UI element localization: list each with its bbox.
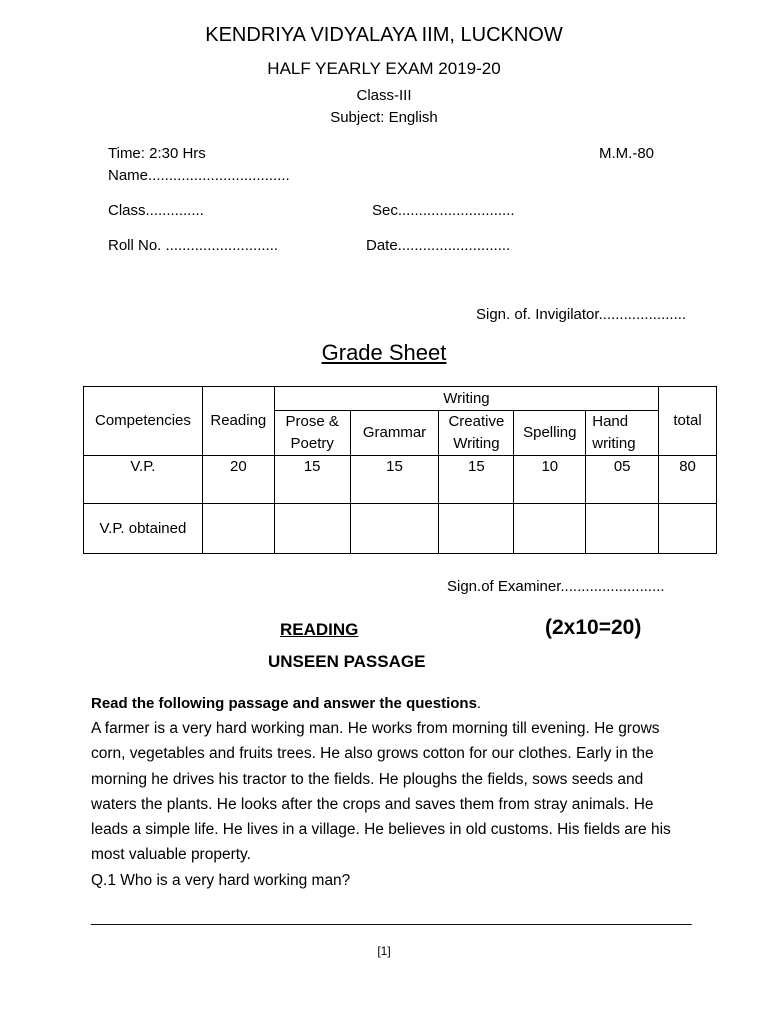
header-reading: Reading [202,387,274,456]
vp-prose-poetry: 15 [274,456,350,504]
header-creative-writing: Creative Writing [439,411,514,456]
header-spelling: Spelling [514,411,586,456]
date-field[interactable]: Date........................... [366,237,511,254]
vp-spelling: 10 [514,456,586,504]
header-grammar: Grammar [350,411,439,456]
instruction-text: Read the following passage and answer the questions [91,695,477,712]
reading-section-title: READING [280,620,359,639]
vp-hand-writing: 05 [586,456,659,504]
header-total: total [659,387,717,456]
page-number: [1] [377,944,391,958]
class-field[interactable]: Class.............. [108,202,204,219]
unseen-passage-title: UNSEEN PASSAGE [268,652,426,671]
instruction-period: . [476,695,482,712]
exam-title: HALF YEARLY EXAM 2019-20 [267,59,501,78]
passage-line: A farmer is a very hard working man. He works from morning till evening. He grows [91,720,660,737]
school-name: KENDRIYA VIDYALAYA IIM, LUCKNOW [205,24,563,46]
obtained-prose-poetry[interactable] [274,504,350,554]
vp-label: V.P. [84,456,203,504]
vp-reading: 20 [202,456,274,504]
vp-grammar: 15 [350,456,439,504]
question-1: Q.1 Who is a very hard working man? [91,871,351,889]
obtained-hand-writing[interactable] [586,504,659,554]
roll-number-field[interactable]: Roll No. ........................... [108,237,279,254]
obtained-reading[interactable] [202,504,274,554]
answer-line[interactable]: ________________________________________________________________________ [91,909,692,926]
passage-text [91,716,701,893]
passage-line: morning he drives his tractor to the fields. He ploughs the fields, sows seeds and [91,770,644,788]
header-writing: Writing [274,387,658,411]
grade-sheet-table [83,386,717,554]
passage-instruction [91,695,481,712]
header-hand-writing: Hand writing [586,411,659,456]
vp-row [84,456,717,504]
name-field[interactable]: Name.................................. [108,167,290,184]
time-label: Time: 2:30 Hrs [108,145,206,162]
header-competencies: Competencies [84,387,203,456]
vp-total: 80 [659,456,717,504]
obtained-label: V.P. obtained [84,504,203,554]
examiner-signature[interactable]: Sign.of Examiner......................... [447,578,665,595]
passage-line: most valuable property. [91,846,251,864]
reading-marks: (2x10=20) [545,616,642,639]
max-marks-label: M.M.-80 [599,145,655,162]
header-prose-poetry: Prose & Poetry [274,411,350,456]
passage-line: waters the plants. He looks after the crops and saves them from stray animals. He [91,795,654,813]
obtained-grammar[interactable] [350,504,439,554]
grade-sheet-title: Grade Sheet [321,340,447,365]
obtained-total[interactable] [659,504,717,554]
passage-line: leads a simple life. He lives in a village. He believes in old customs. His fields are his [91,821,671,839]
invigilator-signature[interactable]: Sign. of. Invigilator..................... [476,306,687,323]
subject-label: Subject: English [330,109,438,126]
vp-creative-writing: 15 [439,456,514,504]
obtained-creative-writing[interactable] [439,504,514,554]
obtained-spelling[interactable] [514,504,586,554]
section-field[interactable]: Sec............................ [372,202,515,219]
obtained-row [84,504,717,554]
passage-line: corn, vegetables and fruits trees. He also grows cotton for our clothes. Early in the [91,745,654,763]
class-label: Class-III [356,87,412,104]
